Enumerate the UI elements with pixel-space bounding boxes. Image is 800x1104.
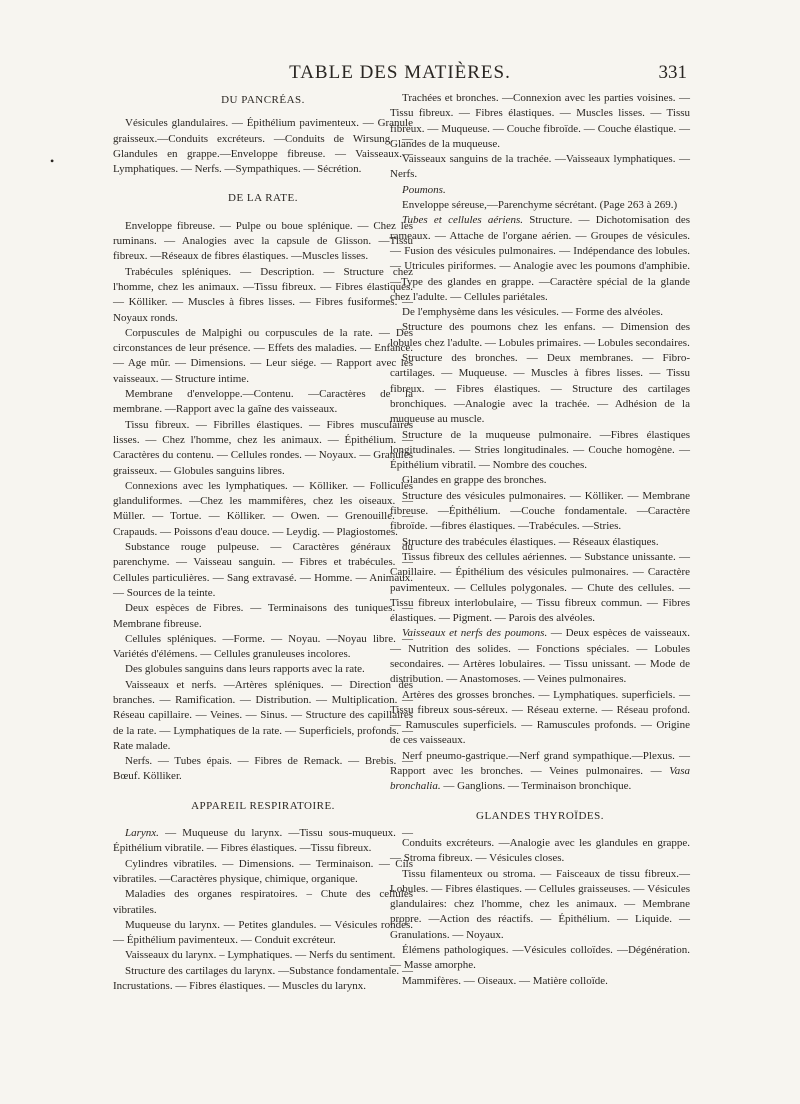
italic-term: Tubes et cellules aériens. [402,214,524,227]
paragraph [390,183,690,198]
italic-term: Vaisseaux et nerfs des poumons. [402,627,548,640]
paragraph: Connexions avec les lymphatiques. — Kölliker. — Follicules glanduliformes. —Chez les mammifères, chez les oiseaux. — Müller. — Tortue. — Kölliker. — Owen. — Grenouille. — Crapauds. — Poissons d'eau douce. — Leydig. — Plagiostomes. [113,479,413,538]
left-column [113,91,413,994]
paragraph: Conduits excréteurs. —Analogie avec les glandules en grappe. — Stroma fibreux. — Vésicules closes. [390,836,690,865]
paragraph: Nerfs. — Tubes épais. — Fibres de Remack. — Brebis. — Bœuf. Kölliker. [113,755,413,783]
paragraph: Enveloppe fibreuse. — Pulpe ou boue splénique. — Chez les ruminans. — Analogies avec la capsule de Glisson. —Tissu fibreux. —Réseaux de fibres élastiques. —Muscles lisses. [113,219,413,263]
paragraph: Mammifères. — Oiseaux. — Matière colloïde. [402,974,608,987]
paragraph: Vésicules glandulaires. — Épithélium pavimenteux. — Granule graisseux.—Conduits excréteurs. —Conduits de Wirsung. — Glandules en grappe.—Enveloppe fibreuse. — Vaisseaux.— Lymphatiques. — Nerfs. —Sympathiques. — Sécrétion. [113,117,413,176]
paragraph: Structure des cartilages du larynx. —Substance fondamentale. — Incrustations. — Fibres élastiques. — Muscles du larynx. [113,964,413,993]
paragraph: Cylindres vibratiles. — Dimensions. — Terminaison. — Cils vibratiles. —Caractères physique, chimique, organique. [113,857,413,885]
paragraph: Des globules sanguins dans leurs rapports avec la rate. [125,663,365,676]
paragraph: Enveloppe séreuse,—Parenchyme sécrétant. (Page 263 à 269.) [402,199,678,212]
paragraph: Trabécules spléniques. — Description. — Structure chez l'homme, chez les animaux. —Tissu fibreux. — Fibres élastiques. — Kölliker. — Muscles à fibres lisses. — Fibres fusiformes. — Noyaux ronds. [113,265,413,324]
paragraph-text: — Ganglions. — Terminaison bronchique. [440,780,632,793]
paragraph-text: Nerf pneumo-gastrique.—Nerf grand sympathique.—Plexus. — Rapport avec les bronches. — Veines pulmonaires. — [390,749,690,778]
paragraph: Cellules spléniques. —Forme. — Noyau. —Noyau libre. — Variétés d'élémens. — Cellules granuleuses incolores. [113,632,413,661]
page-title: TABLE DES MATIÈRES. [289,62,511,83]
paragraph: Structure de la muqueuse pulmonaire. —Fibres élastiques longitudinales. — Stries longitudinales. — Couche homogène. — Épithélium vibratil. — Nombre des couches. [390,428,690,472]
paragraph-text: Structure. — Dichotomisation des rameaux. — Attache de l'organe aérien. — Groupes de vésicules. — Fusion des vésicules pulmonaires. — Indépendance des lobules. — Utricules piriformes. — Analogie avec les poumons d'amphibie. —Type des glandes en grappe. —Caractère spécial de la glande chez l'adulte. — Cellules pariétales. [390,214,691,303]
paragraph [113,826,413,857]
section-heading-pancreas: DU PANCRÉAS. [221,94,305,106]
paragraph: Glandes en grappe des bronches. [402,474,547,487]
paragraph: Élémens pathologiques. —Vésicules colloïdes. —Dégénération. — Masse amorphe. [390,944,690,972]
paragraph: Structure des vésicules pulmonaires. — Kölliker. — Membrane fibreuse. —Épithélium. —Couche fondamentale. —Caractère fibroïde. —fibres élastiques. —Trabécules. —Stries. [390,489,690,533]
section-heading-respiratoire: APPAREIL RESPIRATOIRE. [191,799,335,812]
right-column [390,91,690,989]
running-head [0,62,800,90]
paragraph: Structure des bronches. — Deux membranes. — Fibro-cartilages. — Muqueuse. — Muscles à fibres lisses. — Tissu fibreux. — Fibres élastiques. — Structure des cartilages bronchiques. —Analogie avec la trachée. — Adhésion de la muqueuse au muscle. [390,352,690,426]
paragraph: Maladies des organes respiratoires. – Chute des cellules vibratiles. [113,888,413,916]
section-heading-rate: DE LA RATE. [228,192,298,205]
paragraph-text: — Deux espèces de vaisseaux. — Nutrition des solides. — Fonctions spéciales. — Lobules secondaires. — Artères lobulaires. — Tissu unissant. — Mode de distribution. — Anastomoses. — Veines pulmonaires. [390,627,690,686]
paragraph: Tissus fibreux des cellules aériennes. — Substance unissante. — Capillaire. — Épithélium des vésicules pulmonaires. — Caractère pavimenteux. — Cellules polygonales. — Chute des cellules. — Tissu fibreux interlobulaire, — Tissu fibreux commun. — Fibres élastiques. — Pigment. — Parois des alvéoles. [390,550,690,625]
paragraph: Artères des grosses bronches. — Lymphatiques. superficiels. — Tissu fibreux sous-séreux. — Réseau externe. — Réseau profond. — Ramuscules superficiels. — Ramuscules profonds. — Origine de ces vaisseaux. [390,688,690,747]
paragraph: Vaisseaux et nerfs. —Artères spléniques. — Direction des branches. — Ramification. — Distribution. — Multiplication. — Réseau capillaire. — Veines. — Sinus. — Structure des capillaires de la rate. — Lymphatiques de la rate. — Superficiels, profonds. — Rate malade. [113,678,413,752]
paragraph: Deux espèces de Fibres. — Terminaisons des tuniques. — Membrane fibreuse. [113,602,413,630]
paragraph: Vaisseaux du larynx. – Lymphatiques. — Nerfs du sentiment. [125,949,396,962]
paragraph: De l'emphysème dans les vésicules. — Forme des alvéoles. [402,306,664,319]
section-heading-thyroides: GLANDES THYROÏDES. [476,809,604,822]
paragraph: Structure des poumons chez les enfans. — Dimension des lobules chez l'adulte. — Lobules primaires. — Lobules secondaires. [390,321,690,349]
italic-term: Larynx. [125,827,159,840]
paragraph: Vaisseaux sanguins de la trachée. —Vaisseaux lymphatiques. — Nerfs. [390,153,690,181]
paragraph [390,749,690,795]
paragraph [390,213,690,305]
paragraph: Trachées et bronches. —Connexion avec les parties voisines. — Tissu fibreux. — Fibres élastiques. — Muscles lisses. — Tissu fibreux. — Muqueuse. — Couche fibroïde. — Couche élastique. — Glandes de la muqueuse. [390,92,690,150]
paragraph: Substance rouge pulpeuse. — Caractères généraux du parenchyme. — Vaisseau sanguin. — Fibres et trabécules. — Cellules particulières. — Sang extravasé. — Homme. — Animaux. — Sources de la teinte. [113,541,413,599]
italic-term: Poumons. [402,183,446,196]
paragraph: Corpuscules de Malpighi ou corpuscules de la rate. — Des circonstances de leur présence. — Effets des maladies. — Enfance. — Age mûr. — Dimensions. — Leur siége. — Rapport avec les vaisseaux. — Structure intime. [113,326,413,385]
paragraph: Tissu filamenteux ou stroma. — Faisceaux de tissu fibreux.— Lobules. — Fibres élastiques. — Cellules graisseuses. — Vésicules glandulaires: chez l'homme, chez les animaux. — Membrane propre. —Action des réactifs. — Épithélium. — Liquide. — Granulations. — Noyaux. [390,867,690,941]
paragraph: Tissu fibreux. — Fibrilles élastiques. — Fibres musculaires lisses. — Chez l'homme, chez les animaux. — Épithélium. — Caractères du contenu. — Cellules rondes. — Noyaux. — Granules graisseux. — Globules sanguins libres. [113,418,413,477]
paragraph: Membrane d'enveloppe.—Contenu. —Caractères de la membrane. —Rapport avec la gaîne des vaisseaux. [113,388,413,416]
page-number: 331 [658,62,687,83]
margin-bullet-icon: • [50,154,55,168]
paragraph [390,626,690,687]
paragraph: Structure des trabécules élastiques. — Réseaux élastiques. [402,535,659,548]
paragraph-text: — Muqueuse du larynx. —Tissu sous-muqueux. — Épithélium vibratile. — Fibres élastiques. —Tissu fibreux. [113,827,413,855]
paragraph: Muqueuse du larynx. — Petites glandules. — Vésicules rondes. — Épithélium pavimenteux. — Conduit excréteur. [113,918,413,947]
italic-term: Vasa bronchalia. [390,765,690,793]
